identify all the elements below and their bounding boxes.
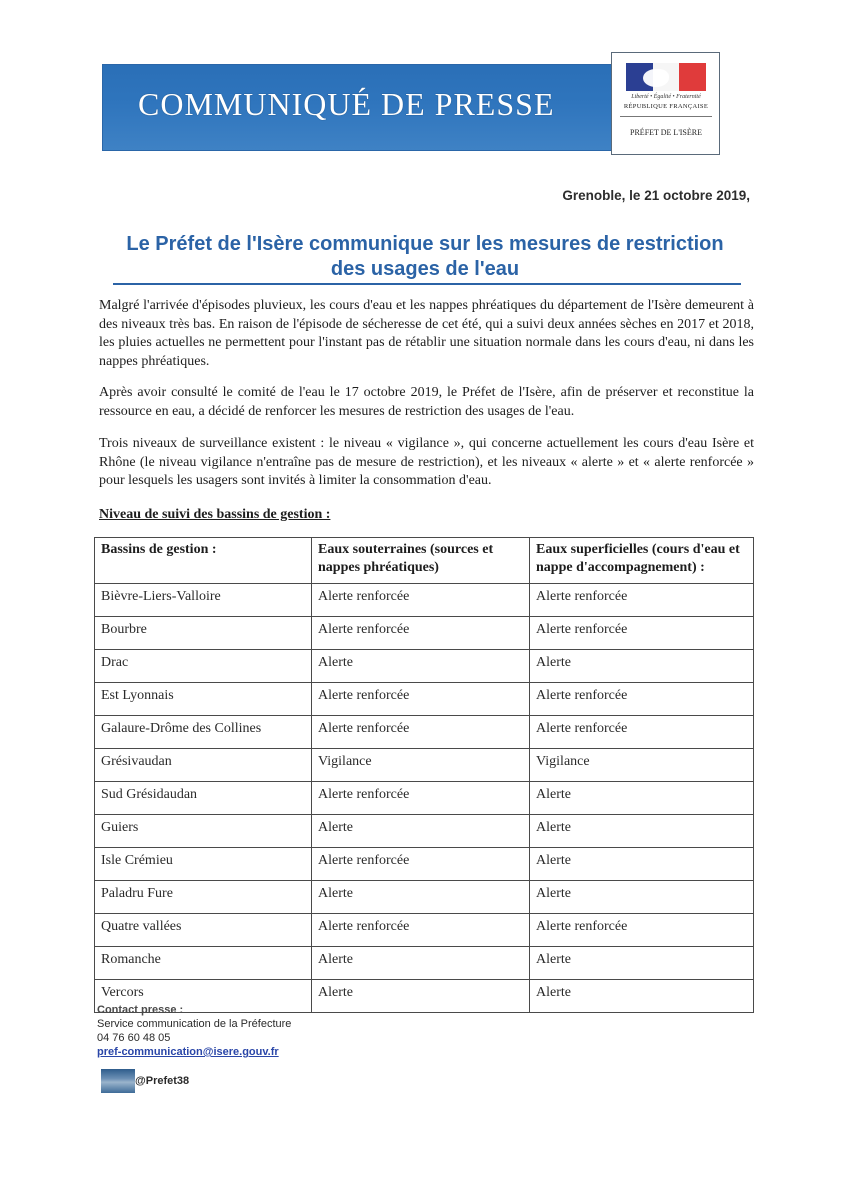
cell-superficielles: Alerte renforcée [530,716,754,749]
header-banner [102,64,612,151]
paragraph-decision: Après avoir consulté le comité de l'eau le 17 octobre 2019, le Préfet de l'Isère, afin de préserver et reconstitue la ressource en eau, a décidé de renforcer les mesures de restriction des usages de l'eau. [99,385,754,419]
table-row [95,815,754,848]
cell-souterraines: Alerte renforcée [312,584,530,617]
cell-souterraines: Alerte renforcée [312,782,530,815]
cell-bassin: Vercors [95,980,312,1013]
table-row [95,848,754,881]
cell-bassin: Bièvre-Liers-Valloire [95,584,312,617]
table-row [95,782,754,815]
cell-superficielles: Alerte renforcée [530,584,754,617]
cell-bassin: Paladru Fure [95,881,312,914]
cell-bassin: Quatre vallées [95,914,312,947]
cell-superficielles: Vigilance [530,749,754,782]
title-divider [113,283,741,285]
table-row [95,881,754,914]
paragraph-intro: Malgré l'arrivée d'épisodes pluvieux, les cours d'eau et les nappes phréatiques du département de l'Isère demeurent à des niveaux très bas. En raison de l'épisode de sécheresse de cet été, qui a suivi deux années sèches en 2017 et 2018, les pluies actuelles ne permettent pour l'instant pas de rétablir une situation normale dans les cours d'eau, ni dans les nappes phréatiques. [99,298,754,369]
table-row [95,617,754,650]
table-row [95,947,754,980]
cell-superficielles: Alerte renforcée [530,914,754,947]
column-header-bassin: Bassins de gestion : [95,538,312,584]
contact-service: Service communication de la Préfecture [97,1018,292,1030]
prefet-label: PRÉFET DE L'ISÈRE [620,116,712,149]
logo-republic: RÉPUBLIQUE FRANÇAISE [623,103,709,110]
table-row [95,584,754,617]
cell-bassin: Sud Grésidaudan [95,782,312,815]
cell-superficielles: Alerte [530,881,754,914]
contact-label: Contact presse : [97,1004,184,1016]
table-row [95,749,754,782]
twitter-handle-block[interactable] [101,1069,189,1093]
cell-bassin: Romanche [95,947,312,980]
date-line: Grenoble, le 21 octobre 2019, [562,188,750,203]
marianne-flag-icon [626,63,706,91]
table-row [95,650,754,683]
section-title: Niveau de suivi des bassins de gestion : [99,507,331,522]
cell-bassin: Grésivaudan [95,749,312,782]
cell-superficielles: Alerte renforcée [530,617,754,650]
page-title: Le Préfet de l'Isère communique sur les mesures de restriction des usages de l'eau [126,233,724,280]
column-header-superficielles: Eaux superficielles (cours d'eau et nappe d'accompagnement) : [530,538,754,584]
cell-souterraines: Alerte [312,947,530,980]
paragraph-levels: Trois niveaux de surveillance existent : le niveau « vigilance », qui concerne actuellement les cours d'eau Isère et Rhône (le niveau vigilance n'entraîne pas de mesure de restriction), et les niveaux « alerte » et « alerte renforcée » pour lesquels les usagers sont invités à limiter la consommation d'eau. [99,436,754,488]
cell-souterraines: Alerte renforcée [312,617,530,650]
cell-souterraines: Vigilance [312,749,530,782]
banner-title: COMMUNIQUÉ DE PRESSE [138,86,555,122]
twitter-icon [101,1069,135,1093]
cell-souterraines: Alerte renforcée [312,683,530,716]
cell-bassin: Est Lyonnais [95,683,312,716]
table-header-row [95,538,754,584]
cell-bassin: Guiers [95,815,312,848]
contact-email-link[interactable]: pref-communication@isere.gouv.fr [97,1046,279,1058]
column-header-souterraines: Eaux souterraines (sources et nappes phréatiques) [312,538,530,584]
cell-bassin: Galaure-Drôme des Collines [95,716,312,749]
cell-superficielles: Alerte [530,815,754,848]
cell-souterraines: Alerte [312,650,530,683]
cell-souterraines: Alerte [312,881,530,914]
contact-block [97,1003,291,1059]
twitter-handle: @Prefet38 [135,1075,190,1087]
cell-bassin: Bourbre [95,617,312,650]
cell-souterraines: Alerte renforcée [312,716,530,749]
contact-phone: 04 76 60 48 05 [97,1032,171,1044]
cell-superficielles: Alerte renforcée [530,683,754,716]
cell-bassin: Drac [95,650,312,683]
cell-superficielles: Alerte [530,947,754,980]
cell-superficielles: Alerte [530,650,754,683]
table-row [95,716,754,749]
cell-souterraines: Alerte renforcée [312,914,530,947]
cell-superficielles: Alerte [530,980,754,1013]
marianne-logo-block [611,52,720,155]
bassins-table [94,537,754,1013]
cell-souterraines: Alerte [312,815,530,848]
cell-superficielles: Alerte [530,782,754,815]
cell-superficielles: Alerte [530,848,754,881]
logo-motto: Liberté • Égalité • Fraternité [631,94,701,100]
cell-souterraines: Alerte [312,980,530,1013]
table-row [95,683,754,716]
table-row [95,914,754,947]
cell-souterraines: Alerte renforcée [312,848,530,881]
cell-bassin: Isle Crémieu [95,848,312,881]
